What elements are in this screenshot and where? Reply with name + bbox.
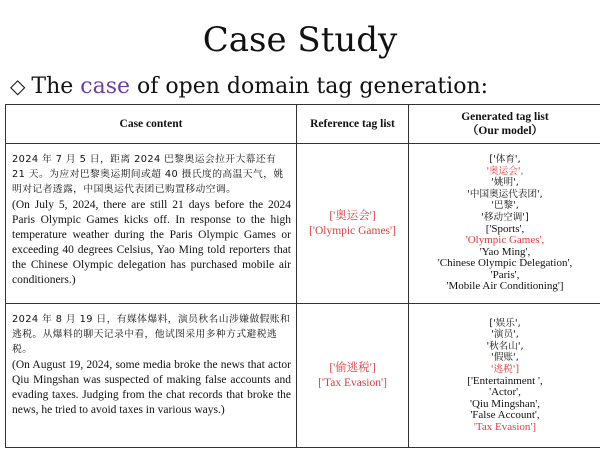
generated-tag: 'False Account', <box>470 409 540 422</box>
generated-tag: '姚明', <box>491 177 519 189</box>
generated-tags-cell <box>409 304 600 448</box>
generated-tag: '秋名山', <box>486 340 524 352</box>
reference-tags-cell <box>297 144 409 304</box>
generated-tag: ['Entertainment ', <box>467 374 543 387</box>
reference-tags-cell <box>297 304 409 448</box>
slide-subtitle <box>10 72 488 101</box>
header-generated-tags <box>409 105 600 144</box>
generated-tag: 'Actor', <box>489 386 521 399</box>
subtitle-prefix: The <box>31 74 81 99</box>
case-text-chinese: 2024 年 8 月 19 日，有媒体爆料，演员秋名山涉嫌做假账和逃税。从爆料的聊天记录中看，他试图采用多种方式避税逃税。 <box>12 314 291 355</box>
generated-tags-cell <box>409 144 600 304</box>
case-text-english: (On August 19, 2024, some media broke the news that actor Qiu Mingshan was suspected of making false accounts and evading taxes. Judging from the chat records that broke the news, he tried to avoid taxes in various ways.) <box>12 359 291 416</box>
case-content-cell <box>6 304 297 448</box>
generated-tag: '逃税'] <box>490 363 520 375</box>
subtitle-accent-word: case <box>80 74 130 99</box>
case-text-chinese: 2024 年 7 月 5 日，距离 2024 巴黎奥运会拉开大幕还有 21 天。为应对巴黎奥运期间或超 40 摄氏度的高温天气，姚明对记者透露，中国奥运代表团已购置移动空调。 <box>12 154 284 195</box>
case-text-english: (On July 5, 2024, there are still 21 days before the 2024 Paris Olympic Games kicks off. In response to the high temperature weather during the Paris Olympic Games or exceeding 40 degrees Celsius, Yao Ming told reporters that the Chinese Olympic delegation has purchased mobile air conditioners.) <box>12 199 291 286</box>
table-row <box>6 144 600 304</box>
generated-tag: 'Chinese Olympic Delegation', <box>437 257 573 270</box>
subtitle-suffix: of open domain tag generation: <box>130 74 489 99</box>
generated-tag: 'Tax Evasion'] <box>473 420 537 433</box>
generated-tag: 'Yao Ming', <box>479 245 531 258</box>
generated-tag: '演员', <box>491 329 519 341</box>
generated-tag: '假账', <box>491 352 519 364</box>
header-generated-line2: （Our model） <box>466 125 544 137</box>
reference-tag: ['奥运会'] <box>329 209 376 222</box>
generated-tag: ['娱乐', <box>489 317 521 329</box>
generated-tag: ['Sports', <box>485 222 525 235</box>
generated-tag: '奥运会', <box>486 165 524 177</box>
case-content-cell <box>6 144 297 304</box>
generated-tag: 'Qiu Mingshan', <box>470 397 540 410</box>
reference-tag: ['偷逃税'] <box>329 361 376 374</box>
table-header-row <box>6 105 600 144</box>
generated-tag: 'Paris', <box>490 268 520 281</box>
generated-tag: 'Olympic Games', <box>465 234 545 247</box>
case-study-table <box>5 104 600 448</box>
reference-tag: ['Olympic Games'] <box>309 224 396 237</box>
table-row <box>6 304 600 448</box>
header-reference-tags: Reference tag list <box>297 105 409 144</box>
reference-tag: ['Tax Evasion'] <box>318 376 387 389</box>
slide-title: Case Study <box>202 20 398 60</box>
generated-tag: 'Mobile Air Conditioning'] <box>446 280 564 293</box>
diamond-bullet-icon: ◇ <box>10 74 26 98</box>
generated-tag: '移动空调'] <box>481 211 529 223</box>
generated-tag: '中国奥运代表团', <box>467 188 543 200</box>
generated-tag: '巴黎', <box>491 200 519 212</box>
header-case-content: Case content <box>6 105 297 144</box>
generated-tag: ['体育', <box>489 153 521 165</box>
header-generated-line1: Generated tag list <box>461 111 549 123</box>
